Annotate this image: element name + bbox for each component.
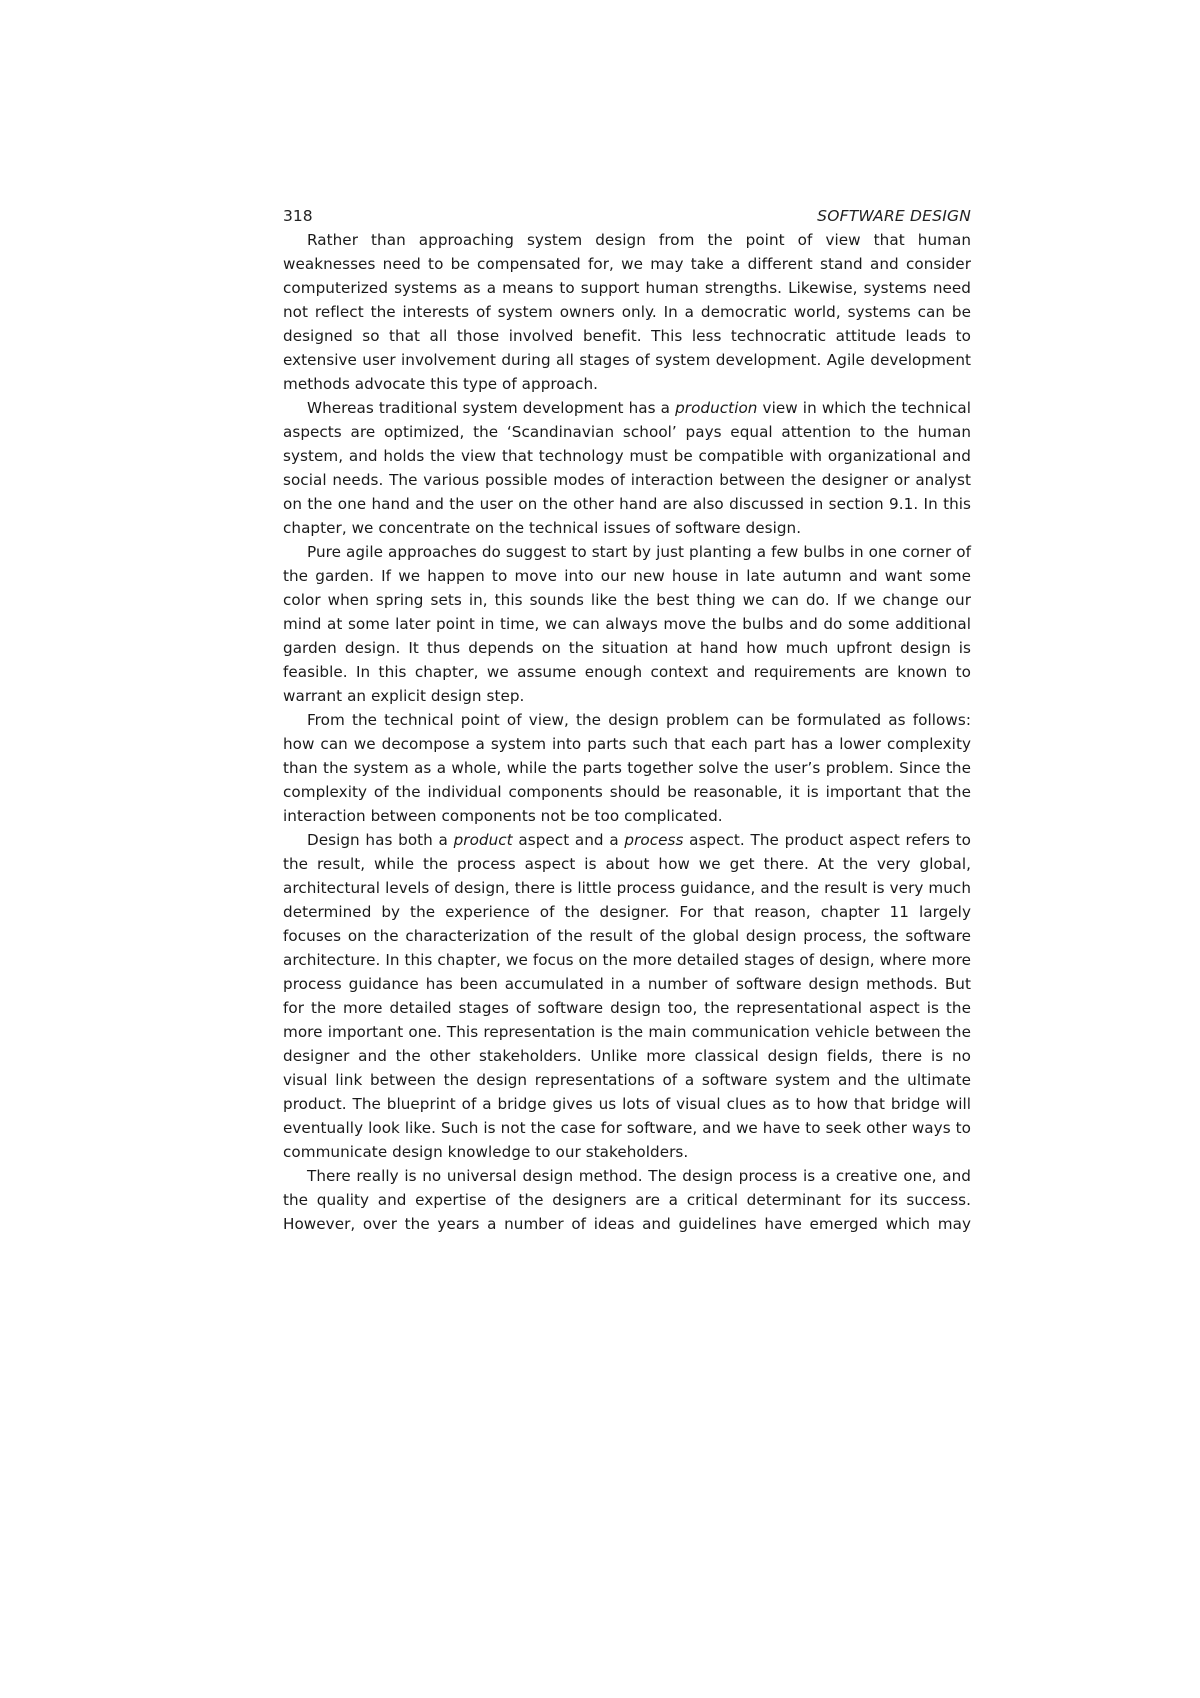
paragraph-2-emphasis-production: production — [675, 399, 758, 417]
paragraph-5 — [283, 828, 971, 1164]
paragraph-5-text-1: Design has both a — [307, 831, 454, 849]
book-page — [283, 204, 971, 1236]
body-text — [283, 228, 971, 1236]
paragraph-2-text-after: view in which the technical aspects are optimized, the ‘Scandinavian school’ pays equal attention to the human system, and holds the view that technology must be compatible with organizational and social needs. The various possible modes of interaction between the designer or analyst on the one hand and the user on the other hand are also discussed in section 9.1. In this chapter, we concentrate on the technical issues of software design. — [283, 399, 971, 537]
paragraph-2 — [283, 396, 971, 540]
chapter-title: SOFTWARE DESIGN — [817, 207, 971, 225]
paragraph-1: Rather than approaching system design from the point of view that human weaknesses need to be compensated for, we may take a different stand and consider computerized systems as a means to support human strengths. Likewise, systems need not reflect the interests of system owners only. In a democratic world, systems can be designed so that all those involved benefit. This less technocratic attitude leads to extensive user involvement during all stages of system development. Agile development methods advocate this type of approach. — [283, 231, 971, 393]
page-number: 318 — [283, 207, 313, 225]
paragraph-5-emphasis-product: product — [453, 831, 513, 849]
paragraph-6: There really is no universal design method. The design process is a creative one, and the quality and expertise of the designers are a critical determinant for its success. However, over the years a number of ideas and guidelines have emerged which may — [283, 1167, 971, 1233]
paragraph-2-text-before: Whereas traditional system development has a — [307, 399, 676, 417]
paragraph-5-text-2: aspect and a — [512, 831, 625, 849]
paragraph-4: From the technical point of view, the design problem can be formulated as follows: how can we decompose a system into parts such that each part has a lower complexity than the system as a whole, while the parts together solve the user’s problem. Since the complexity of the individual components should be reasonable, it is important that the interaction between components not be too complicated. — [283, 711, 971, 825]
running-head — [283, 204, 971, 228]
paragraph-3: Pure agile approaches do suggest to start by just planting a few bulbs in one corner of the garden. If we happen to move into our new house in late autumn and want some color when spring sets in, this sounds like the best thing we can do. If we change our mind at some later point in time, we can always move the bulbs and do some additional garden design. It thus depends on the situation at hand how much upfront design is feasible. In this chapter, we assume enough context and requirements are known to warrant an explicit design step. — [283, 543, 971, 705]
paragraph-5-emphasis-process: process — [624, 831, 684, 849]
paragraph-5-text-3: aspect. The product aspect refers to the result, while the process aspect is about how we get there. At the very global, architectural levels of design, there is little process guidance, and the result is very much determined by the experience of the designer. For that reason, chapter 11 largely focuses on the characterization of the result of the global design process, the software architecture. In this chapter, we focus on the more detailed stages of design, where more process guidance has been accumulated in a number of software design methods. But for the more detailed stages of software design too, the representational aspect is the more important one. This representation is the main communication vehicle between the designer and the other stakeholders. Unlike more classical design fields, there is no visual link between the design representations of a software system and the ultimate product. The blueprint of a bridge gives us lots of visual clues as to how that bridge will eventually look like. Such is not the case for software, and we have to seek other ways to communicate design knowledge to our stakeholders. — [283, 831, 971, 1161]
